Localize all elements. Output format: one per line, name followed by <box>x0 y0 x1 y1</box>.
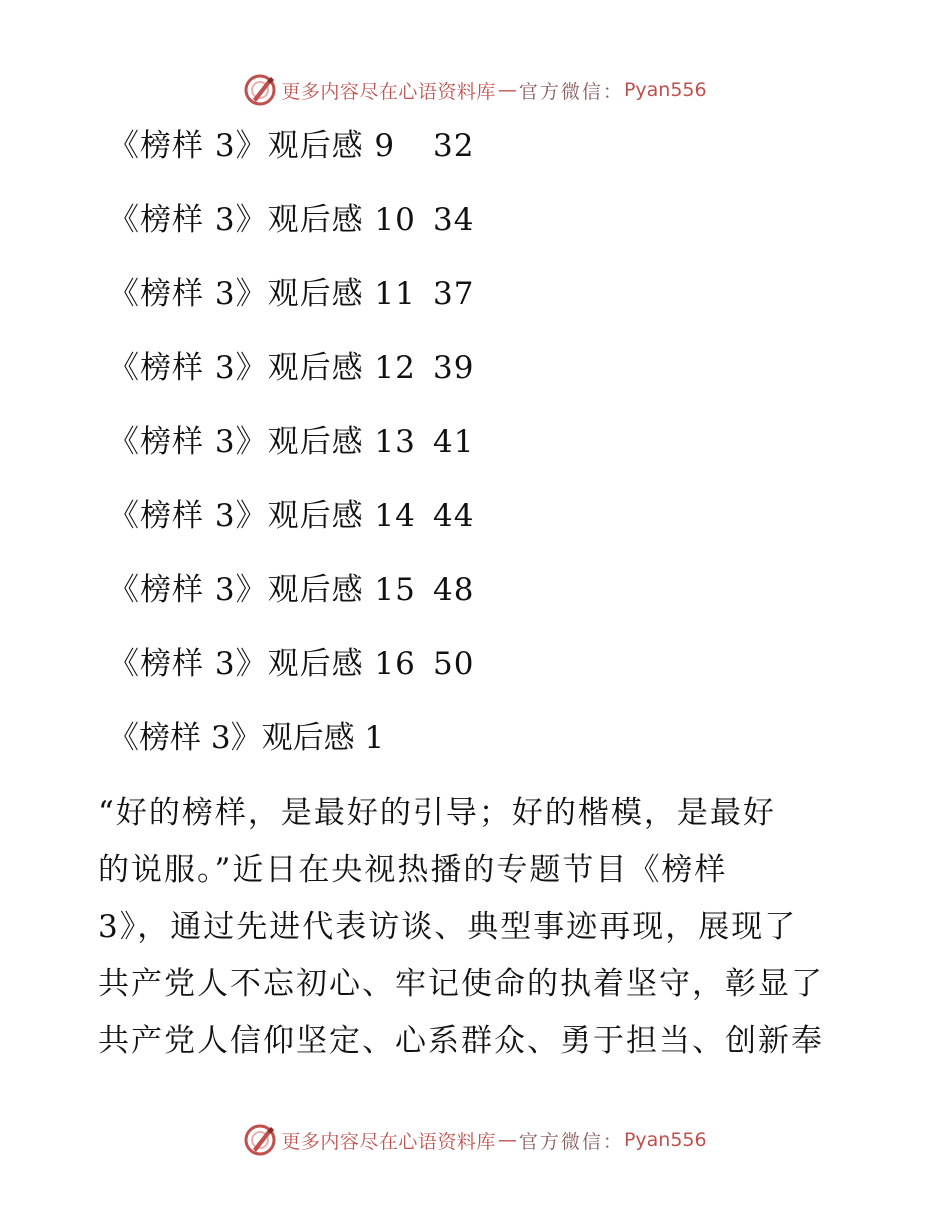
toc-entry-title: 《榜样 3》观后感 11 <box>108 276 416 312</box>
toc-entry[interactable] <box>108 194 868 268</box>
toc-entry-page: 32 <box>433 128 475 164</box>
footer-separator: — <box>497 1129 517 1151</box>
section-title: 《榜样 3》观后感 1 <box>108 720 385 756</box>
toc-entry-page: 37 <box>433 276 475 312</box>
footer-site-name: 更多内容尽在心语资料库 <box>281 1130 496 1153</box>
toc-entry-title: 《榜样 3》观后感 13 <box>108 424 416 460</box>
body-line: 的说服。”近日在央视热播的专题节目《榜样 <box>98 852 728 888</box>
toc-entry[interactable] <box>108 490 868 564</box>
toc-entry-title: 《榜样 3》观后感 14 <box>108 498 416 534</box>
toc-entry[interactable] <box>108 638 868 712</box>
toc-entry-page: 48 <box>433 572 475 608</box>
toc-entry-page: 39 <box>433 350 475 386</box>
toc-entry[interactable] <box>108 268 868 342</box>
toc-entry-page: 44 <box>433 498 475 534</box>
body-line: 共产党人信仰坚定、心系群众、勇于担当、创新奉 <box>98 1023 824 1059</box>
body-line: “好的榜样，是最好的引导；好的楷模，是最好 <box>98 795 776 831</box>
toc-entry[interactable] <box>108 564 868 638</box>
footer-wechat-label: 官方微信： <box>518 1130 624 1153</box>
toc-entry[interactable] <box>108 416 868 490</box>
toc-entry-title: 《榜样 3》观后感 12 <box>108 350 416 386</box>
toc-entry[interactable] <box>108 120 868 194</box>
header-wechat-label: 官方微信： <box>518 80 624 103</box>
body-line: 共产党人不忘初心、牢记使命的执着坚守，彰显了 <box>98 966 824 1002</box>
body-paragraph <box>98 785 858 1070</box>
footer-wechat-id: Pyan556 <box>623 1129 707 1151</box>
toc-entry-page: 41 <box>433 424 475 460</box>
toc-entry-title: 《榜样 3》观后感 15 <box>108 572 416 608</box>
toc-entry-title: 《榜样 3》观后感 10 <box>108 202 416 238</box>
header-site-name: 更多内容尽在心语资料库 <box>281 80 496 103</box>
header-banner <box>0 70 950 110</box>
body-line: 3》，通过先进代表访谈、典型事迹再现，展现了 <box>98 909 798 945</box>
pen-logo-icon <box>243 73 277 107</box>
header-separator: — <box>497 79 517 101</box>
toc-entry-page: 50 <box>433 646 475 682</box>
toc-entry-title: 《榜样 3》观后感 16 <box>108 646 416 682</box>
pen-logo-icon <box>243 1123 277 1157</box>
toc-entry-title: 《榜样 3》观后感 9 <box>108 128 396 164</box>
toc-entry[interactable] <box>108 342 868 416</box>
toc-entry-page: 34 <box>433 202 475 238</box>
footer-banner <box>0 1120 950 1160</box>
header-wechat-id: Pyan556 <box>623 79 707 101</box>
table-of-contents <box>108 120 868 786</box>
